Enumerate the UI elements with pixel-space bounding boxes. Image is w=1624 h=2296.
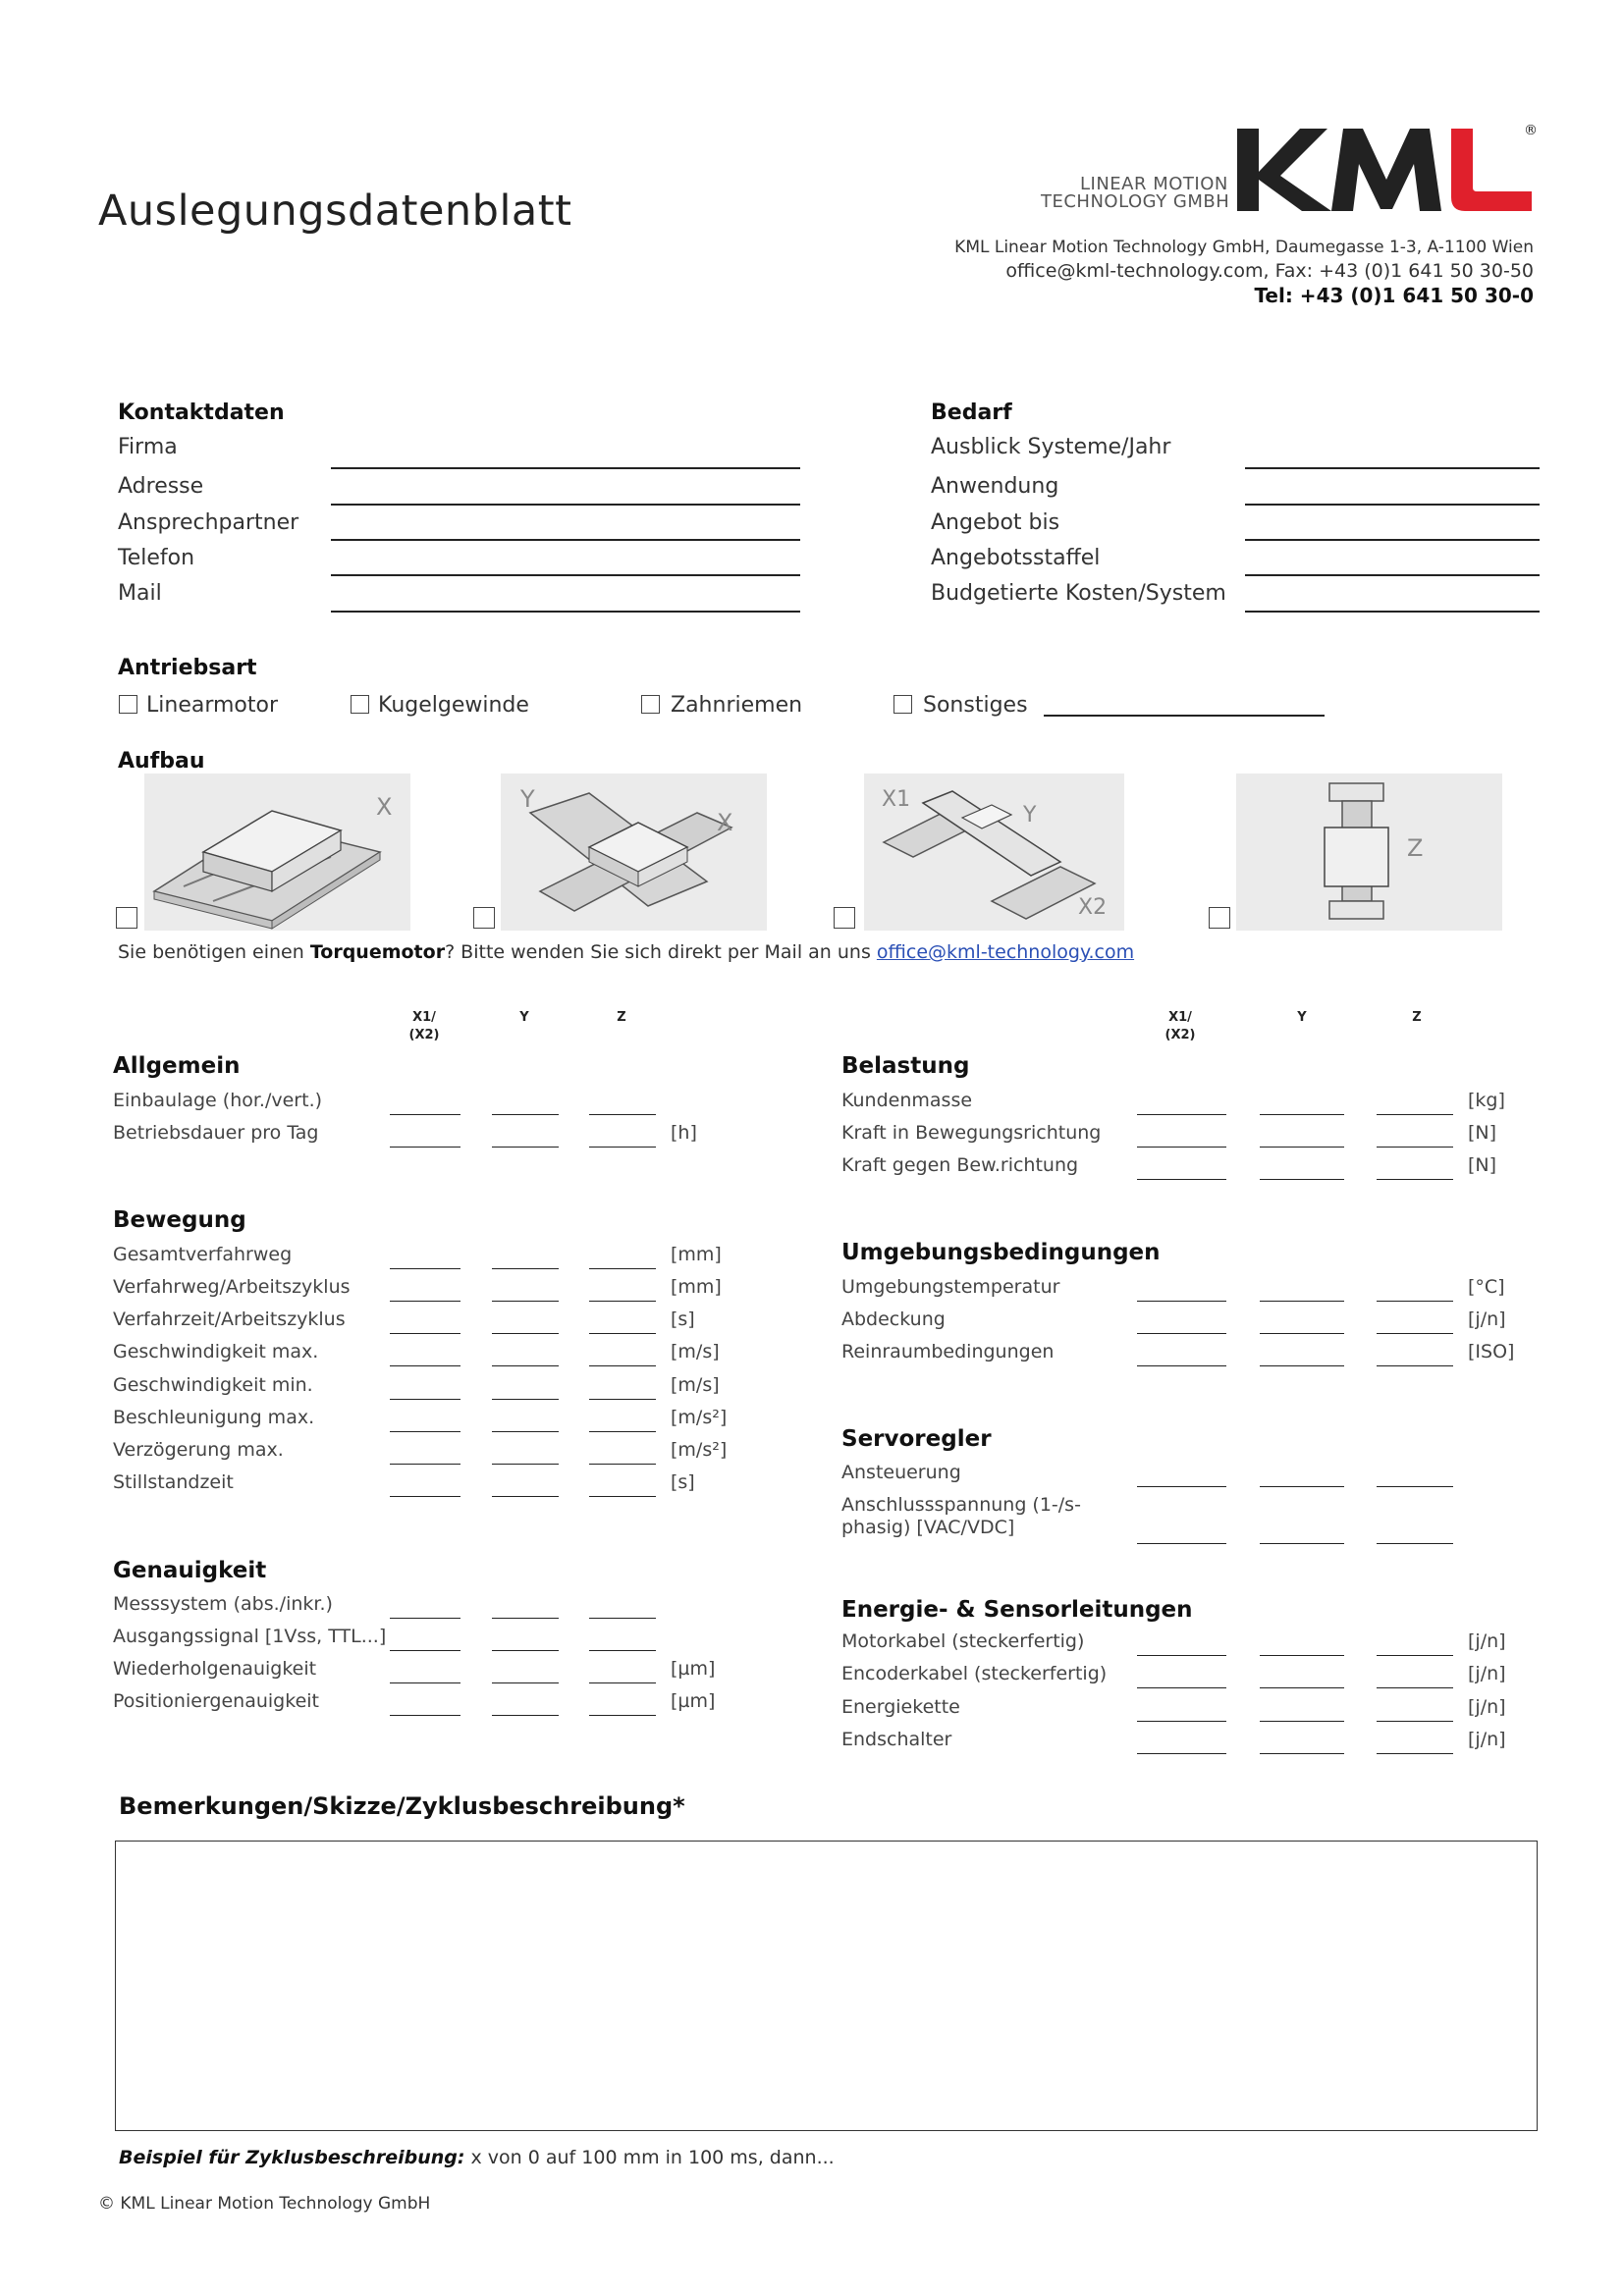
bemerkungen-heading: Bemerkungen/Skizze/Zyklusbeschreibung*: [119, 1792, 685, 1820]
input-verfahrzeit-y[interactable]: [492, 1333, 559, 1334]
bedarf-input-angebot-bis[interactable]: [1245, 539, 1540, 541]
aufbau-image-cross-table: [501, 774, 767, 931]
label-sonstiges: Sonstiges: [923, 693, 1028, 718]
input-umgebungstemperatur-x[interactable]: [1137, 1301, 1226, 1302]
bewegung-heading: Bewegung: [113, 1207, 246, 1233]
kontakt-input-firma[interactable]: [331, 467, 800, 469]
kontakt-label-adresse: Adresse: [118, 474, 204, 499]
axis-label-x-2: X: [717, 809, 733, 836]
unit-endschalter: [j/n]: [1468, 1729, 1506, 1750]
unit-betriebsdauer: [h]: [671, 1122, 697, 1144]
input-wiederholgenauigkeit-y[interactable]: [492, 1682, 559, 1683]
input-geschw-max-y[interactable]: [492, 1365, 559, 1366]
belastung-heading: Belastung: [841, 1053, 970, 1079]
allgemein-heading: Allgemein: [113, 1053, 241, 1079]
input-reinraum-y[interactable]: [1260, 1365, 1344, 1366]
input-endschalter-y[interactable]: [1260, 1753, 1344, 1754]
input-einbaulage-y[interactable]: [492, 1114, 559, 1115]
row-label-geschw-max: Geschwindigkeit max.: [113, 1341, 319, 1362]
bemerkungen-textarea[interactable]: [115, 1841, 1538, 2131]
bedarf-input-ausblick[interactable]: [1245, 467, 1540, 469]
col-header-z-right: Z: [1412, 1010, 1422, 1025]
input-verzoegerung-z[interactable]: [589, 1464, 656, 1465]
aufbau-image-gantry: [864, 774, 1124, 931]
aufbau-image-single-axis: [144, 774, 410, 931]
input-gesamtverfahrweg-x[interactable]: [390, 1268, 460, 1269]
input-kraft-in-y[interactable]: [1260, 1147, 1344, 1148]
unit-verzoegerung: [m/s²]: [671, 1439, 728, 1461]
unit-positioniergenauigkeit: [µm]: [671, 1690, 716, 1712]
axis-label-x1: X1: [882, 787, 911, 812]
label-kugelgewinde: Kugelgewinde: [378, 693, 529, 718]
kontakt-input-ansprechpartner[interactable]: [331, 539, 800, 541]
umgebung-heading: Umgebungsbedingungen: [841, 1240, 1161, 1265]
footer-copyright: © KML Linear Motion Technology GmbH: [98, 2194, 431, 2214]
input-messsystem-y[interactable]: [492, 1618, 559, 1619]
torquemotor-note-prefix: Sie benötigen einen: [118, 941, 310, 963]
input-energiekette-x[interactable]: [1137, 1721, 1226, 1722]
input-umgebungstemperatur-y[interactable]: [1260, 1301, 1344, 1302]
antriebsart-heading: Antriebsart: [118, 656, 257, 680]
input-ausgangssignal-x[interactable]: [390, 1650, 460, 1651]
input-positioniergenauigkeit-y[interactable]: [492, 1715, 559, 1716]
torquemotor-note: [118, 941, 1134, 963]
kontakt-label-ansprechpartner: Ansprechpartner: [118, 510, 299, 535]
input-kraft-in-z[interactable]: [1377, 1147, 1453, 1148]
servoregler-heading: Servoregler: [841, 1426, 992, 1452]
input-geschw-max-z[interactable]: [589, 1365, 656, 1366]
checkbox-aufbau-1[interactable]: [116, 907, 137, 929]
torquemotor-note-suffix: ? Bitte wenden Sie sich direkt per Mail an uns: [445, 941, 877, 963]
input-geschw-min-x[interactable]: [390, 1399, 460, 1400]
input-energiekette-y[interactable]: [1260, 1721, 1344, 1722]
input-betriebsdauer-z[interactable]: [589, 1147, 656, 1148]
bedarf-label-angebot-bis: Angebot bis: [931, 510, 1060, 535]
input-beschleunigung-y[interactable]: [492, 1431, 559, 1432]
unit-encoderkabel: [j/n]: [1468, 1663, 1506, 1684]
axis-label-x: X: [376, 793, 393, 821]
checkbox-aufbau-4[interactable]: [1209, 907, 1230, 929]
logo-tagline-1: LINEAR MOTION: [1080, 174, 1228, 194]
input-kundenmasse-x[interactable]: [1137, 1114, 1226, 1115]
col-header-y-right: Y: [1297, 1010, 1307, 1025]
input-verfahrzeit-x[interactable]: [390, 1333, 460, 1334]
input-gesamtverfahrweg-y[interactable]: [492, 1268, 559, 1269]
unit-reinraum: [ISO]: [1468, 1341, 1515, 1362]
unit-motorkabel: [j/n]: [1468, 1630, 1506, 1652]
row-label-kraft-gegen: Kraft gegen Bew.richtung: [841, 1154, 1079, 1176]
input-positioniergenauigkeit-z[interactable]: [589, 1715, 656, 1716]
row-label-betriebsdauer: Betriebsdauer pro Tag: [113, 1122, 319, 1144]
bedarf-label-ausblick: Ausblick Systeme/Jahr: [931, 435, 1171, 459]
row-label-kraft-in: Kraft in Bewegungsrichtung: [841, 1122, 1102, 1144]
input-betriebsdauer-y[interactable]: [492, 1147, 559, 1148]
unit-beschleunigung: [m/s²]: [671, 1407, 728, 1428]
page-title: Auslegungsdatenblatt: [98, 187, 572, 236]
input-ausgangssignal-z[interactable]: [589, 1650, 656, 1651]
kontakt-heading: Kontaktdaten: [118, 400, 285, 425]
col-header-x-left: X1/ (X2): [408, 1010, 440, 1042]
contact-email-link[interactable]: office@kml-technology.com: [876, 941, 1135, 963]
input-kraft-in-x[interactable]: [1137, 1147, 1226, 1148]
input-gesamtverfahrweg-z[interactable]: [589, 1268, 656, 1269]
input-beschleunigung-z[interactable]: [589, 1431, 656, 1432]
kml-logo-mark: [1237, 129, 1537, 217]
unit-wiederholgenauigkeit: [µm]: [671, 1658, 716, 1680]
input-endschalter-x[interactable]: [1137, 1753, 1226, 1754]
zyklus-example: [119, 2147, 835, 2168]
input-verfahrweg-x[interactable]: [390, 1301, 460, 1302]
unit-kundenmasse: [kg]: [1468, 1090, 1505, 1111]
unit-umgebungstemperatur: [°C]: [1468, 1276, 1505, 1298]
unit-verfahrzeit: [s]: [671, 1308, 695, 1330]
input-verzoegerung-x[interactable]: [390, 1464, 460, 1465]
input-verfahrweg-y[interactable]: [492, 1301, 559, 1302]
row-label-ansteuerung: Ansteuerung: [841, 1462, 961, 1483]
input-abdeckung-y[interactable]: [1260, 1333, 1344, 1334]
kontakt-input-mail[interactable]: [331, 611, 800, 613]
input-messsystem-z[interactable]: [589, 1618, 656, 1619]
axis-label-y-2: Y: [1023, 803, 1037, 828]
input-verfahrzeit-z[interactable]: [589, 1333, 656, 1334]
unit-kraft-gegen: [N]: [1468, 1154, 1497, 1176]
row-label-geschw-min: Geschwindigkeit min.: [113, 1374, 313, 1396]
input-stillstandzeit-z[interactable]: [589, 1496, 656, 1497]
input-reinraum-x[interactable]: [1137, 1365, 1226, 1366]
zyklus-example-text: x von 0 auf 100 mm in 100 ms, dann...: [464, 2147, 835, 2168]
row-label-encoderkabel: Encoderkabel (steckerfertig): [841, 1663, 1108, 1684]
unit-geschw-min: [m/s]: [671, 1374, 720, 1396]
input-positioniergenauigkeit-x[interactable]: [390, 1715, 460, 1716]
bedarf-label-anwendung: Anwendung: [931, 474, 1059, 499]
col-header-y-left: Y: [519, 1010, 529, 1025]
input-endschalter-z[interactable]: [1377, 1753, 1453, 1754]
input-einbaulage-z[interactable]: [589, 1114, 656, 1115]
input-wiederholgenauigkeit-z[interactable]: [589, 1682, 656, 1683]
genauigkeit-heading: Genauigkeit: [113, 1558, 267, 1583]
kontakt-label-mail: Mail: [118, 581, 162, 606]
kontakt-label-firma: Firma: [118, 435, 178, 459]
company-phone: Tel: +43 (0)1 641 50 30-0: [1254, 284, 1534, 307]
input-abdeckung-z[interactable]: [1377, 1333, 1453, 1334]
col-header-z-left: Z: [617, 1010, 626, 1025]
aufbau-heading: Aufbau: [118, 749, 205, 774]
row-label-reinraum: Reinraumbedingungen: [841, 1341, 1055, 1362]
label-zahnriemen: Zahnriemen: [671, 693, 803, 718]
input-wiederholgenauigkeit-x[interactable]: [390, 1682, 460, 1683]
input-anschlussspannung-y[interactable]: [1260, 1543, 1344, 1544]
input-reinraum-z[interactable]: [1377, 1365, 1453, 1366]
linear-axis-illustration: [144, 774, 410, 931]
unit-abdeckung: [j/n]: [1468, 1308, 1506, 1330]
row-label-stillstandzeit: Stillstandzeit: [113, 1471, 234, 1493]
input-messsystem-x[interactable]: [390, 1618, 460, 1619]
row-label-abdeckung: Abdeckung: [841, 1308, 946, 1330]
bedarf-input-anwendung[interactable]: [1245, 504, 1540, 506]
unit-geschw-max: [m/s]: [671, 1341, 720, 1362]
axis-label-x2: X2: [1078, 895, 1108, 920]
sonstiges-input[interactable]: [1044, 715, 1325, 717]
checkbox-aufbau-3[interactable]: [834, 907, 855, 929]
axis-label-z: Z: [1407, 834, 1424, 862]
input-encoderkabel-x[interactable]: [1137, 1687, 1226, 1688]
input-geschw-min-y[interactable]: [492, 1399, 559, 1400]
bedarf-label-budget: Budgetierte Kosten/System: [931, 581, 1226, 606]
axis-label-y: Y: [520, 785, 535, 813]
row-label-kundenmasse: Kundenmasse: [841, 1090, 973, 1111]
input-beschleunigung-x[interactable]: [390, 1431, 460, 1432]
input-kraft-gegen-y[interactable]: [1260, 1179, 1344, 1180]
input-umgebungstemperatur-z[interactable]: [1377, 1301, 1453, 1302]
company-logo: [1041, 123, 1546, 221]
row-label-motorkabel: Motorkabel (steckerfertig): [841, 1630, 1085, 1652]
input-einbaulage-x[interactable]: [390, 1114, 460, 1115]
kontakt-input-telefon[interactable]: [331, 574, 800, 576]
input-encoderkabel-z[interactable]: [1377, 1687, 1453, 1688]
checkbox-aufbau-2[interactable]: [473, 907, 495, 929]
row-label-beschleunigung: Beschleunigung max.: [113, 1407, 315, 1428]
zyklus-example-label: Beispiel für Zyklusbeschreibung:: [119, 2147, 465, 2168]
row-label-anschlussspannung: Anschlussspannung (1-/s- phasig) [VAC/VDC]: [841, 1494, 1081, 1538]
kontakt-input-adresse[interactable]: [331, 504, 800, 506]
bedarf-heading: Bedarf: [931, 400, 1012, 425]
row-label-energiekette: Energiekette: [841, 1696, 960, 1718]
label-linearmotor: Linearmotor: [146, 693, 279, 718]
torquemotor-note-bold: Torquemotor: [309, 941, 446, 963]
input-motorkabel-y[interactable]: [1260, 1655, 1344, 1656]
row-label-messsystem: Messsystem (abs./inkr.): [113, 1593, 333, 1615]
input-energiekette-z[interactable]: [1377, 1721, 1453, 1722]
row-label-einbaulage: Einbaulage (hor./vert.): [113, 1090, 323, 1111]
input-geschw-min-z[interactable]: [589, 1399, 656, 1400]
input-kundenmasse-y[interactable]: [1260, 1114, 1344, 1115]
input-kraft-gegen-z[interactable]: [1377, 1179, 1453, 1180]
input-geschw-max-x[interactable]: [390, 1365, 460, 1366]
cross-table-illustration: [501, 774, 767, 931]
logo-registered: ®: [1524, 123, 1538, 138]
input-encoderkabel-y[interactable]: [1260, 1687, 1344, 1688]
unit-gesamtverfahrweg: [mm]: [671, 1244, 722, 1265]
aufbau-image-vertical: [1236, 774, 1502, 931]
energie-heading: Energie- & Sensorleitungen: [841, 1597, 1193, 1623]
input-betriebsdauer-x[interactable]: [390, 1147, 460, 1148]
company-email-fax: office@kml-technology.com, Fax: +43 (0)1 641 50 30-50: [1005, 260, 1534, 282]
input-ansteuerung-x[interactable]: [1137, 1486, 1226, 1487]
row-label-ausgangssignal: Ausgangssignal [1Vss, TTL...]: [113, 1626, 387, 1647]
checkbox-sonstiges[interactable]: [893, 695, 912, 714]
checkbox-linearmotor[interactable]: [119, 695, 137, 714]
row-label-positioniergenauigkeit: Positioniergenauigkeit: [113, 1690, 319, 1712]
company-address: KML Linear Motion Technology GmbH, Daumegasse 1-3, A-1100 Wien: [954, 238, 1534, 257]
row-label-verfahrzeit: Verfahrzeit/Arbeitszyklus: [113, 1308, 346, 1330]
row-label-umgebungstemperatur: Umgebungstemperatur: [841, 1276, 1060, 1298]
unit-verfahrweg: [mm]: [671, 1276, 722, 1298]
logo-tagline-2: TECHNOLOGY GMBH: [1041, 191, 1230, 212]
input-kundenmasse-z[interactable]: [1377, 1114, 1453, 1115]
bedarf-input-budget[interactable]: [1245, 611, 1540, 613]
row-label-verfahrweg: Verfahrweg/Arbeitszyklus: [113, 1276, 351, 1298]
input-ansteuerung-y[interactable]: [1260, 1486, 1344, 1487]
input-verzoegerung-y[interactable]: [492, 1464, 559, 1465]
input-anschlussspannung-x[interactable]: [1137, 1543, 1226, 1544]
checkbox-zahnriemen[interactable]: [641, 695, 660, 714]
unit-stillstandzeit: [s]: [671, 1471, 695, 1493]
col-header-x-right: X1/ (X2): [1164, 1010, 1196, 1042]
unit-kraft-in: [N]: [1468, 1122, 1497, 1144]
checkbox-kugelgewinde[interactable]: [351, 695, 369, 714]
input-stillstandzeit-y[interactable]: [492, 1496, 559, 1497]
input-anschlussspannung-z[interactable]: [1377, 1543, 1453, 1544]
row-label-endschalter: Endschalter: [841, 1729, 952, 1750]
row-label-gesamtverfahrweg: Gesamtverfahrweg: [113, 1244, 293, 1265]
input-ausgangssignal-y[interactable]: [492, 1650, 559, 1651]
input-motorkabel-x[interactable]: [1137, 1655, 1226, 1656]
unit-energiekette: [j/n]: [1468, 1696, 1506, 1718]
bedarf-input-angebotsstaffel[interactable]: [1245, 574, 1540, 576]
input-verfahrweg-z[interactable]: [589, 1301, 656, 1302]
input-stillstandzeit-x[interactable]: [390, 1496, 460, 1497]
input-motorkabel-z[interactable]: [1377, 1655, 1453, 1656]
kontakt-label-telefon: Telefon: [118, 546, 195, 570]
input-abdeckung-x[interactable]: [1137, 1333, 1226, 1334]
bedarf-label-angebotsstaffel: Angebotsstaffel: [931, 546, 1101, 570]
input-kraft-gegen-x[interactable]: [1137, 1179, 1226, 1180]
vertical-axis-illustration: [1236, 774, 1502, 931]
input-ansteuerung-z[interactable]: [1377, 1486, 1453, 1487]
row-label-verzoegerung: Verzögerung max.: [113, 1439, 284, 1461]
row-label-wiederholgenauigkeit: Wiederholgenauigkeit: [113, 1658, 317, 1680]
